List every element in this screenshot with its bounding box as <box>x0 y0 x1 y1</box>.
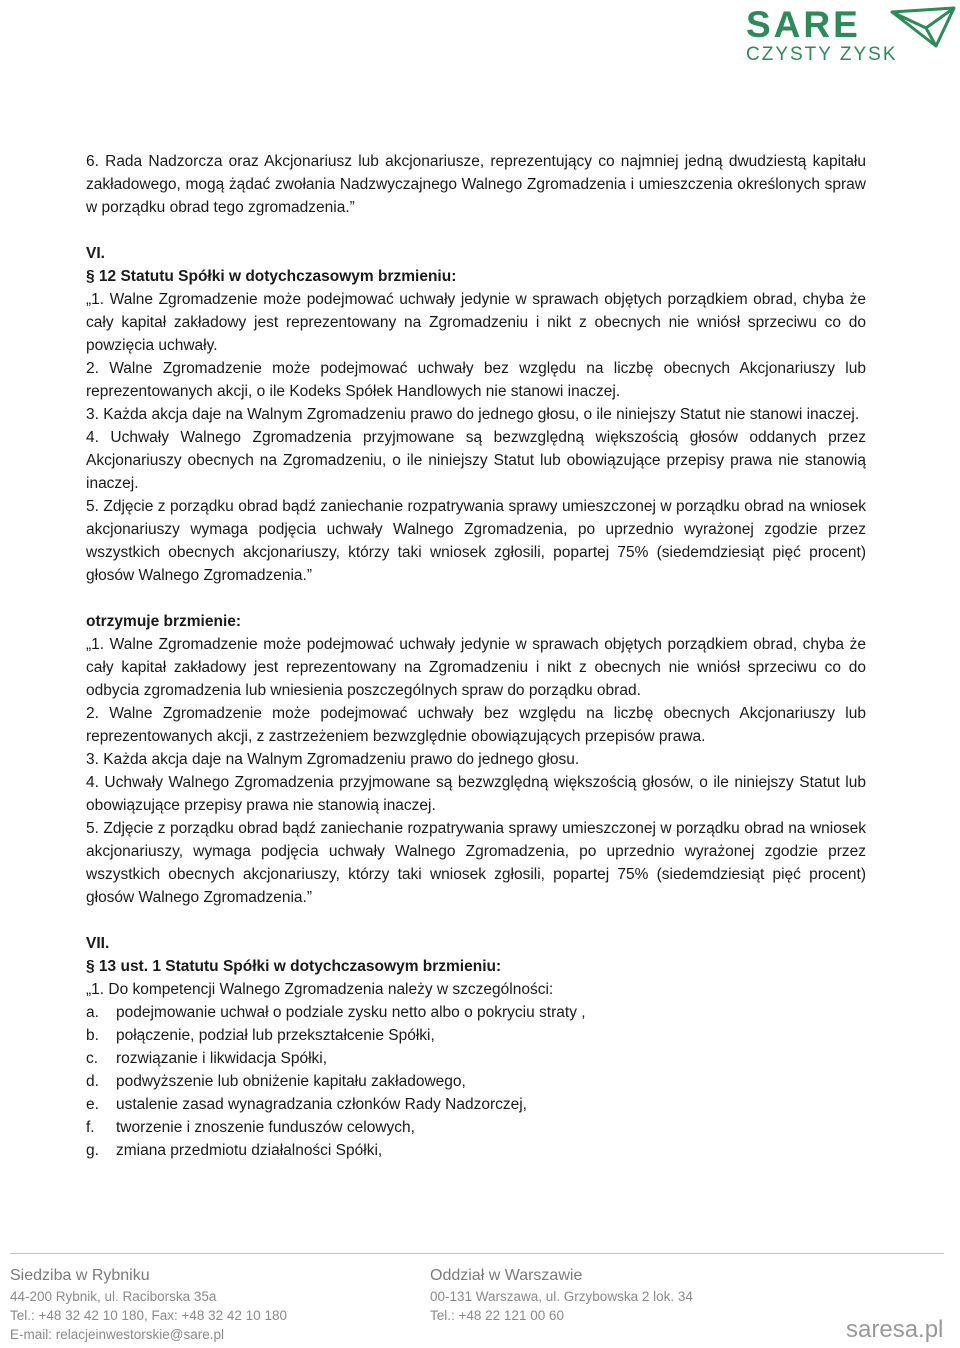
list-text: ustalenie zasad wynagradzania członków Rady Nadzorczej, <box>116 1096 527 1113</box>
footer-hq-address: 44-200 Rybnik, ul. Raciborska 35a <box>10 1289 217 1304</box>
footer-branch-address: 00-131 Warszawa, ul. Grzybowska 2 lok. 34 <box>430 1289 693 1304</box>
list-item <box>86 1139 866 1162</box>
list-letter: f. <box>86 1119 95 1136</box>
new-clause-2: 2. Walne Zgromadzenie może podejmować uchwały bez względu na liczbę obecnych Akcjonariuszy lub reprezentowanych akcji, z zastrzeżeniem bezwzględnie obowiązujących przepisów prawa. <box>86 705 866 745</box>
old-clause-2: 2. Walne Zgromadzenie może podejmować uchwały bez względu na liczbę obecnych Akcjonariuszy lub reprezentowanych akcji, o ile Kodeks Spółek Handlowych nie stanowi inaczej. <box>86 360 866 400</box>
list-text: zmiana przedmiotu działalności Spółki, <box>116 1142 383 1159</box>
footer-hq <box>10 1265 287 1344</box>
section-subheading-vii: § 13 ust. 1 Statutu Spółki w dotychczasowym brzmieniu: <box>86 958 502 975</box>
logo-slogan: CZYSTY ZYSK <box>746 44 898 65</box>
footer-hq-email[interactable]: E-mail: relacjeinwestorskie@sare.pl <box>10 1327 225 1342</box>
section-subheading-vi: § 12 Statutu Spółki w dotychczasowym brzmieniu: <box>86 268 457 285</box>
new-clause-4: 4. Uchwały Walnego Zgromadzenia przyjmowane są bezwzględną większością głosów, o ile niniejszy Statut lub obowiązujące przepisy prawa nie stanowią inaczej. <box>86 774 866 814</box>
section-heading-vii: VII. <box>86 935 110 952</box>
new-clause-3: 3. Każda akcja daje na Walnym Zgromadzeniu prawo do jednego głosu. <box>86 751 580 768</box>
website-link[interactable]: saresa.pl <box>846 1316 944 1343</box>
list-letter: e. <box>86 1096 99 1113</box>
list-text: podejmowanie uchwał o podziale zysku netto albo o pokryciu straty , <box>116 1004 586 1021</box>
list-item <box>86 1024 866 1047</box>
list-letter: b. <box>86 1027 99 1044</box>
list-letter: g. <box>86 1142 99 1159</box>
envelope-icon <box>890 6 956 48</box>
footer-hq-title: Siedziba w Rybniku <box>10 1267 150 1284</box>
list-item <box>86 1001 866 1024</box>
competence-intro: „1. Do kompetencji Walnego Zgromadzenia należy w szczególności: <box>86 981 554 998</box>
new-clause-1: „1. Walne Zgromadzenie może podejmować uchwały jedynie w sprawach objętych porządkiem obrad, chyba że cały kapitał zakładowy jest reprezentowany na Zgromadzeniu i nikt z obecnych nie wniósł sprzeciwu co do odbycia zgromadzenia lub wniesienia poszczególnych spraw do porządku obrad. <box>86 636 866 699</box>
new-wording-heading: otrzymuje brzmienie: <box>86 613 242 630</box>
footer-hq-phone: Tel.: +48 32 42 10 180, Fax: +48 32 42 10 180 <box>10 1308 287 1323</box>
footer-divider <box>10 1253 944 1254</box>
paragraph-vi-6: 6. Rada Nadzorcza oraz Akcjonariusz lub akcjonariusze, reprezentujący co najmniej jedną dwudziestą kapitału zakładowego, mogą żądać zwołania Nadzwyczajnego Walnego Zgromadzenia i umieszczenia określonych spraw w porządku obrad tego zgromadzenia.” <box>86 153 866 216</box>
footer-branch-title: Oddział w Warszawie <box>430 1267 583 1284</box>
footer-branch <box>430 1265 693 1325</box>
old-clause-5: 5. Zdjęcie z porządku obrad bądź zaniechanie rozpatrywania sprawy umieszczonej w porządku obrad na wniosek akcjonariuszy wymaga podjęcia uchwały Walnego Zgromadzenia, po uprzednio wyrażonej zgodzie przez wszystkich obecnych akcjonariuszy, którzy taki wniosek zgłosili, popartej 75% (siedemdziesiąt pięć procent) głosów Walnego Zgromadzenia.” <box>86 498 866 584</box>
old-clause-4: 4. Uchwały Walnego Zgromadzenia przyjmowane są bezwzględną większością głosów oddanych przez Akcjonariuszy obecnych na Zgromadzeniu, o ile niniejszy Statut lub obowiązujące przepisy prawa nie stanowią inaczej. <box>86 429 866 492</box>
sare-logo <box>740 4 960 76</box>
list-letter: c. <box>86 1050 99 1067</box>
list-letter: a. <box>86 1004 99 1021</box>
document-body <box>86 150 866 1162</box>
list-text: rozwiązanie i likwidacja Spółki, <box>116 1050 328 1067</box>
list-text: podwyższenie lub obniżenie kapitału zakładowego, <box>116 1073 466 1090</box>
list-item <box>86 1070 866 1093</box>
list-letter: d. <box>86 1073 99 1090</box>
logo-name: SARE <box>746 4 861 45</box>
old-clause-1: „1. Walne Zgromadzenie może podejmować uchwały jedynie w sprawach objętych porządkiem obrad, chyba że cały kapitał zakładowy jest reprezentowany na Zgromadzeniu i nikt z obecnych nie wniósł sprzeciwu co do powzięcia uchwały. <box>86 291 866 354</box>
footer-branch-phone: Tel.: +48 22 121 00 60 <box>430 1308 564 1323</box>
list-item <box>86 1047 866 1070</box>
new-clause-5: 5. Zdjęcie z porządku obrad bądź zaniechanie rozpatrywania sprawy umieszczonej w porządku obrad na wniosek akcjonariuszy, wymaga podjęcia uchwały Walnego Zgromadzenia, po uprzednio wyrażonej zgodzie przez wszystkich obecnych akcjonariuszy, którzy taki wniosek zgłosili, popartej 75% (siedemdziesiąt pięć procent) głosów Walnego Zgromadzenia.” <box>86 820 866 906</box>
list-item <box>86 1093 866 1116</box>
old-clause-3: 3. Każda akcja daje na Walnym Zgromadzeniu prawo do jednego głosu, o ile niniejszy Statut nie stanowi inaczej. <box>86 406 860 423</box>
list-text: połączenie, podział lub przekształcenie Spółki, <box>116 1027 435 1044</box>
list-text: tworzenie i znoszenie funduszów celowych, <box>116 1119 415 1136</box>
section-heading-vi: VI. <box>86 245 105 262</box>
list-item <box>86 1116 866 1139</box>
